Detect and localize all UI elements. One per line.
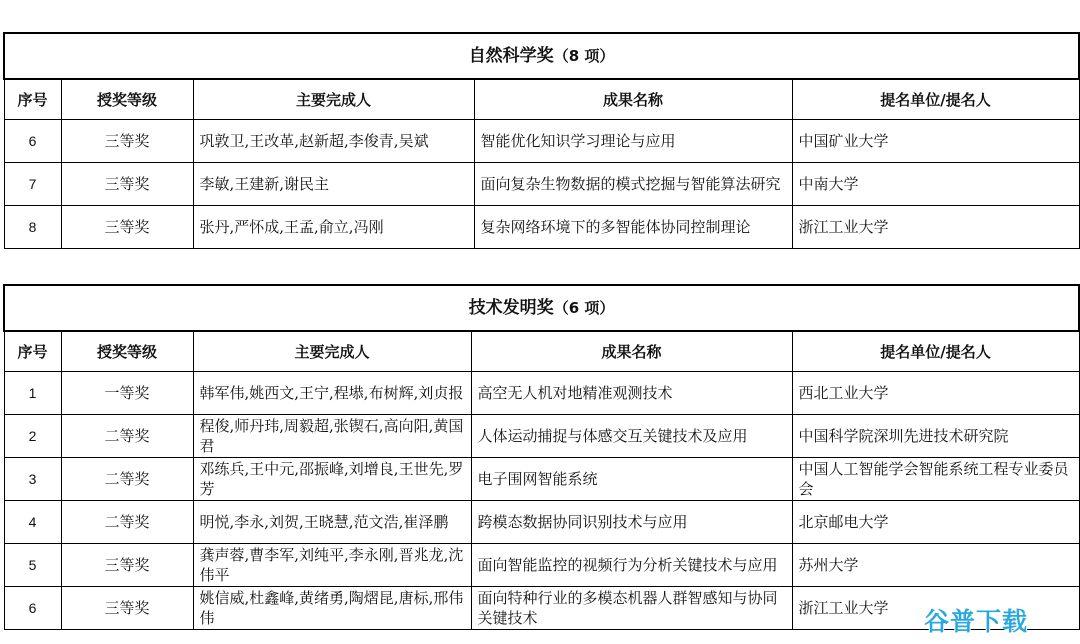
header-seq: 序号 — [4, 79, 61, 120]
cell-nominator: 西北工业大学 — [792, 372, 1079, 415]
table-row — [4, 587, 1079, 630]
header-nominator: 提名单位/提名人 — [792, 331, 1079, 372]
cell-nominator: 浙江工业大学 — [792, 206, 1079, 249]
header-grade: 授奖等级 — [61, 331, 193, 372]
table-title — [4, 33, 1079, 79]
cell-seq: 2 — [4, 415, 61, 458]
cell-people: 李敏,王建新,谢民主 — [193, 163, 474, 206]
header-grade: 授奖等级 — [61, 79, 193, 120]
table-row — [4, 501, 1079, 544]
cell-grade: 三等奖 — [61, 120, 193, 163]
table-title-count: （6 项） — [553, 299, 615, 317]
watermark-logo: 谷普下载 — [923, 607, 1028, 636]
cell-achievement: 高空无人机对地精准观测技术 — [471, 372, 792, 415]
cell-seq: 5 — [4, 544, 61, 587]
cell-grade: 二等奖 — [61, 415, 193, 458]
cell-grade: 一等奖 — [61, 372, 193, 415]
cell-people: 姚信威,杜鑫峰,黄绪勇,陶熠昆,唐标,邢伟伟 — [193, 587, 471, 630]
table-title-count: （8 项） — [553, 47, 615, 65]
table-row — [4, 163, 1079, 206]
header-achievement: 成果名称 — [471, 331, 792, 372]
cell-people: 张丹,严怀成,王孟,俞立,冯刚 — [193, 206, 474, 249]
header-people: 主要完成人 — [193, 331, 471, 372]
table-row — [4, 120, 1079, 163]
cell-people: 巩敦卫,王改革,赵新超,李俊青,吴斌 — [193, 120, 474, 163]
cell-seq: 8 — [4, 206, 61, 249]
header-row — [4, 331, 1079, 372]
header-nominator: 提名单位/提名人 — [792, 79, 1079, 120]
cell-seq: 3 — [4, 458, 61, 501]
cell-grade: 三等奖 — [61, 587, 193, 630]
table-row — [4, 206, 1079, 249]
cell-nominator: 北京邮电大学 — [792, 501, 1079, 544]
cell-grade: 三等奖 — [61, 163, 193, 206]
cell-seq: 6 — [4, 587, 61, 630]
cell-achievement: 面向特种行业的多模态机器人群智感知与协同关键技术 — [471, 587, 792, 630]
cell-people: 程俊,师丹玮,周毅超,张锲石,高向阳,黄国君 — [193, 415, 471, 458]
cell-seq: 1 — [4, 372, 61, 415]
cell-grade: 三等奖 — [61, 206, 193, 249]
table-title-text: 技术发明奖 — [468, 298, 554, 318]
cell-grade: 二等奖 — [61, 458, 193, 501]
cell-nominator: 中国人工智能学会智能系统工程专业委员会 — [792, 458, 1079, 501]
table-row — [4, 458, 1079, 501]
header-people: 主要完成人 — [193, 79, 474, 120]
cell-grade: 二等奖 — [61, 501, 193, 544]
table-row — [4, 544, 1079, 587]
header-achievement: 成果名称 — [474, 79, 792, 120]
cell-nominator: 浙江工业大学 — [792, 587, 1079, 630]
cell-people: 龚声蓉,曹李军,刘纯平,李永刚,晋兆龙,沈伟平 — [193, 544, 471, 587]
cell-grade: 三等奖 — [61, 544, 193, 587]
cell-achievement: 人体运动捕捉与体感交互关键技术及应用 — [471, 415, 792, 458]
table-row — [4, 372, 1079, 415]
natural-science-award-table — [3, 32, 1080, 249]
cell-achievement: 跨模态数据协同识别技术与应用 — [471, 501, 792, 544]
table-title — [4, 285, 1079, 331]
cell-nominator: 中国科学院深圳先进技术研究院 — [792, 415, 1079, 458]
cell-people: 韩军伟,姚西文,王宁,程塨,布树辉,刘贞报 — [193, 372, 471, 415]
cell-people: 明悦,李永,刘贺,王晓慧,范文浩,崔泽鹏 — [193, 501, 471, 544]
cell-nominator: 苏州大学 — [792, 544, 1079, 587]
cell-achievement: 面向复杂生物数据的模式挖掘与智能算法研究 — [474, 163, 792, 206]
cell-achievement: 复杂网络环境下的多智能体协同控制理论 — [474, 206, 792, 249]
cell-people: 邓练兵,王中元,邵振峰,刘增良,王世先,罗芳 — [193, 458, 471, 501]
cell-nominator: 中国矿业大学 — [792, 120, 1079, 163]
header-row — [4, 79, 1079, 120]
cell-achievement: 智能优化知识学习理论与应用 — [474, 120, 792, 163]
cell-nominator: 中南大学 — [792, 163, 1079, 206]
technical-invention-award-table — [3, 284, 1080, 630]
cell-achievement: 电子围网智能系统 — [471, 458, 792, 501]
cell-achievement: 面向智能监控的视频行为分析关键技术与应用 — [471, 544, 792, 587]
cell-seq: 6 — [4, 120, 61, 163]
cell-seq: 4 — [4, 501, 61, 544]
table-row — [4, 415, 1079, 458]
header-seq: 序号 — [4, 331, 61, 372]
cell-seq: 7 — [4, 163, 61, 206]
table-title-text: 自然科学奖 — [468, 46, 554, 66]
